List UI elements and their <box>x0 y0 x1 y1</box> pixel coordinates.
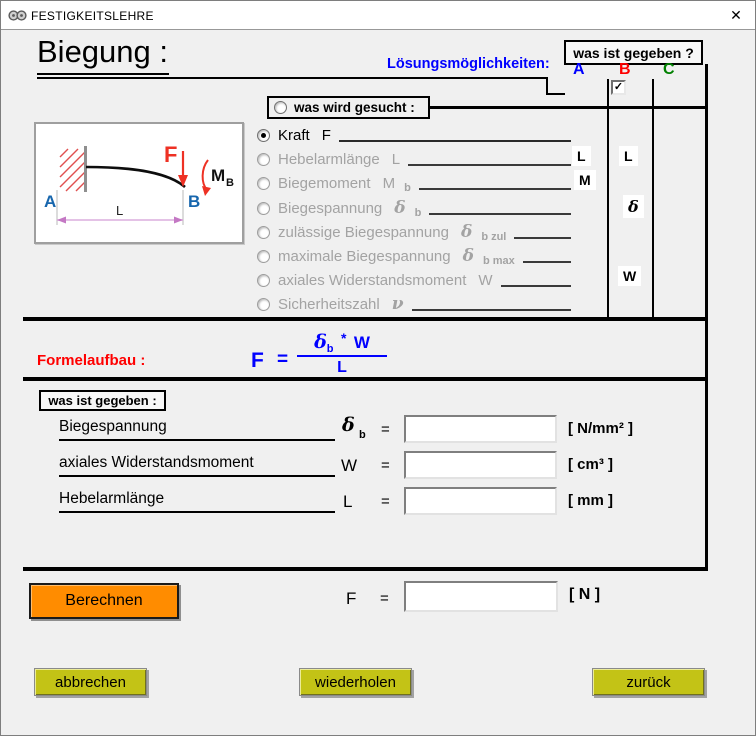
point-b-label: B <box>188 192 201 211</box>
column-header-b: B <box>619 61 631 78</box>
radio-row-biegespannung[interactable] <box>257 197 571 219</box>
given-section-label: was ist gegeben : <box>39 390 166 411</box>
equals-sign: = <box>381 457 390 474</box>
radio-widerstandsmoment[interactable] <box>257 274 270 287</box>
result-input[interactable] <box>404 581 558 612</box>
row-line <box>429 213 571 215</box>
radio-maximale-biegespannung[interactable] <box>257 250 270 263</box>
divider-b-c <box>652 79 654 319</box>
row-line <box>501 285 571 287</box>
radio-symbol-sub: b <box>404 182 411 194</box>
title-underline <box>37 73 169 75</box>
column-b-checkbox[interactable]: ✓ <box>611 80 626 95</box>
formula-equals: = <box>277 349 289 370</box>
radio-row-widerstandsmoment[interactable] <box>257 269 571 291</box>
formula-num-sub: b <box>326 343 334 355</box>
wall-hatch-lines <box>60 149 85 191</box>
point-a-label: A <box>44 192 57 211</box>
radio-biegemoment[interactable] <box>257 177 270 190</box>
page-title: Biegung : <box>37 34 168 69</box>
radio-label: Sicherheitszahl <box>278 295 380 313</box>
matrix-cell-a-m: M <box>574 170 596 190</box>
radio-symbol: L <box>391 150 401 168</box>
radio-symbol: F <box>321 126 331 144</box>
radio-row-zulaessige-biegespannung[interactable] <box>257 221 571 243</box>
radio-symbol: δ <box>462 246 474 266</box>
radio-kraft[interactable] <box>257 129 270 142</box>
separator-3 <box>23 567 708 571</box>
app-gears-icon <box>8 8 27 23</box>
matrix-cell-b-w: W <box>618 266 641 286</box>
matrix-cell-b-l: L <box>619 146 638 166</box>
length-label: L <box>116 203 124 218</box>
moment-label: M <box>211 166 226 185</box>
formula-fraction <box>297 331 387 377</box>
radio-label: Biegemoment <box>278 174 371 192</box>
berechnen-button[interactable]: Berechnen <box>29 583 179 619</box>
force-f-label: F <box>164 142 178 167</box>
radio-biegespannung[interactable] <box>257 202 270 215</box>
formula-denominator: L <box>297 355 387 377</box>
formula-numerator <box>297 331 387 353</box>
radio-symbol: ν <box>391 294 404 314</box>
beam-diagram-frame <box>34 122 244 244</box>
search-header-line <box>430 106 706 109</box>
input-hebelarmlaenge[interactable] <box>404 487 557 515</box>
result-equals: = <box>380 590 389 607</box>
radio-symbol: δ <box>394 198 406 218</box>
radio-hebelarmlaenge[interactable] <box>257 153 270 166</box>
solutions-label: Lösungsmöglichkeiten: <box>387 56 550 72</box>
row-line <box>339 140 571 142</box>
given-symbol-l: L <box>343 492 353 511</box>
radio-zulaessige-biegespannung[interactable] <box>257 226 270 239</box>
column-header-c: C <box>663 61 675 78</box>
result-symbol: F <box>346 589 357 608</box>
radio-symbol: δ <box>460 222 473 242</box>
radio-row-biegemoment[interactable] <box>257 172 571 194</box>
window-title: FESTIGKEITSLEHRE <box>31 9 154 23</box>
moment-arc <box>203 160 208 190</box>
abbrechen-button[interactable]: abbrechen <box>34 668 147 696</box>
title-bar <box>1 1 755 30</box>
moment-arrow-head <box>202 186 211 196</box>
input-widerstandsmoment[interactable] <box>404 451 557 479</box>
radio-row-kraft[interactable] <box>257 124 571 146</box>
beam-curve <box>86 167 185 187</box>
beam-diagram <box>36 124 242 242</box>
matrix-cell-a-l: L <box>572 146 591 166</box>
search-header-box <box>267 96 430 119</box>
given-symbol-w: W <box>341 456 358 475</box>
row-line <box>514 237 571 239</box>
radio-label: axiales Widerstandsmoment <box>278 271 467 289</box>
radio-row-maximale-biegespannung[interactable] <box>257 245 571 267</box>
connector-line-h2 <box>546 93 565 95</box>
moment-label-sub: B <box>226 177 234 189</box>
radio-symbol: M <box>382 174 396 192</box>
separator-2 <box>23 377 708 381</box>
was-ist-gegeben-button[interactable]: was ist gegeben ? <box>564 40 703 65</box>
radio-symbol-sub: b max <box>482 255 515 267</box>
radio-symbol-sub: b zul <box>481 231 507 243</box>
dim-arrow-left <box>57 217 66 224</box>
column-header-a: A <box>573 61 585 78</box>
input-biegespannung[interactable] <box>404 415 557 443</box>
radio-symbol: W <box>478 271 493 289</box>
search-header-radio[interactable] <box>274 101 287 114</box>
radio-label: zulässige Biegespannung <box>278 223 449 241</box>
equals-sign: = <box>381 421 390 438</box>
separator-1 <box>23 317 708 321</box>
row-line <box>523 261 571 263</box>
radio-row-hebelarmlaenge[interactable] <box>257 148 571 170</box>
unit-n-mm2: [ N/mm² ] <box>568 420 633 437</box>
formula-section-label: Formelaufbau : <box>37 352 146 369</box>
given-label-hebelarmlaenge: Hebelarmlänge <box>59 490 335 513</box>
radio-sicherheitszahl[interactable] <box>257 298 270 311</box>
divider-a-b <box>607 79 609 319</box>
formula-lhs: F <box>251 349 264 372</box>
radio-label: Hebelarmlänge <box>278 150 380 168</box>
given-symbol-delta-sub: b <box>359 429 366 441</box>
radio-label: Kraft <box>278 126 310 144</box>
formula-multiply: * <box>340 330 347 346</box>
row-line <box>408 164 571 166</box>
search-header-label: was wird gesucht : <box>294 100 415 115</box>
equals-sign: = <box>381 493 390 510</box>
given-label-widerstandsmoment: axiales Widerstandsmoment <box>59 454 335 477</box>
force-arrow-head <box>178 175 188 187</box>
given-symbol-delta: δ <box>342 414 355 436</box>
radio-label: Biegespannung <box>278 199 383 217</box>
radio-label: maximale Biegespannung <box>278 247 451 265</box>
radio-row-sicherheitszahl[interactable] <box>257 293 571 315</box>
formula-num-w: W <box>353 333 370 352</box>
zurueck-button[interactable]: zurück <box>592 668 705 696</box>
unit-cm3: [ cm³ ] <box>568 456 613 473</box>
wiederholen-button[interactable]: wiederholen <box>299 668 412 696</box>
radio-symbol-sub: b <box>414 207 422 219</box>
unit-n: [ N ] <box>569 586 601 603</box>
dim-arrow-right <box>174 217 183 224</box>
row-line <box>419 188 571 190</box>
unit-mm: [ mm ] <box>568 492 613 509</box>
formula-num-delta: δ <box>314 331 327 353</box>
connector-line-h1 <box>37 77 548 79</box>
row-line <box>412 309 571 311</box>
close-button[interactable]: ✕ <box>730 7 742 23</box>
matrix-cell-b-delta: δ <box>623 195 644 218</box>
given-label-biegespannung: Biegespannung <box>59 418 335 441</box>
